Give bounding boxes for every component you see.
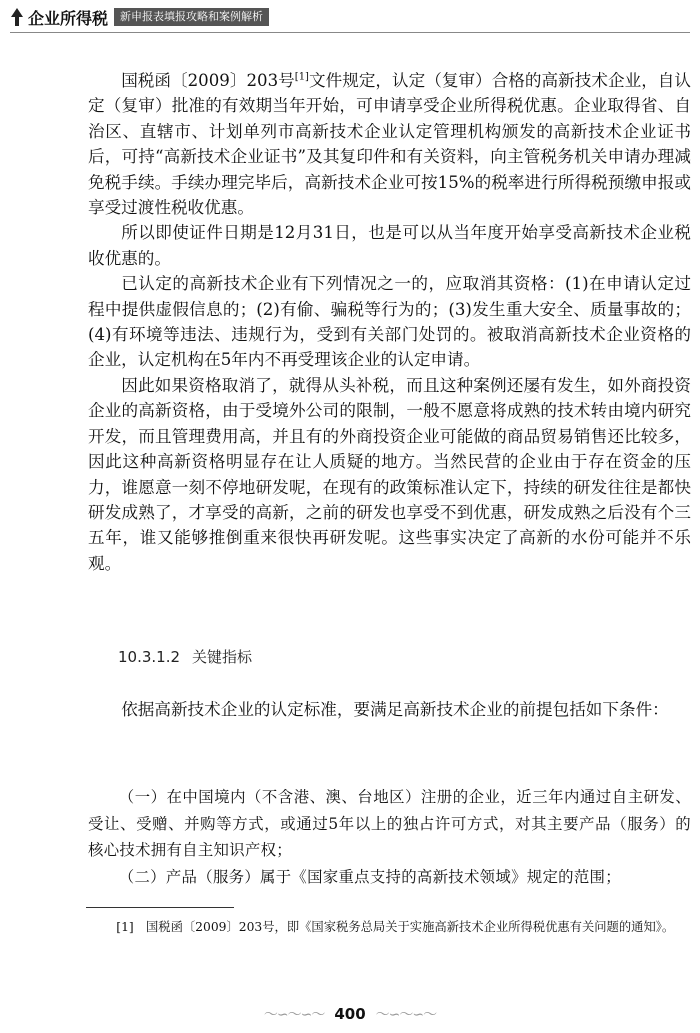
- section-heading: [118, 646, 252, 667]
- paragraph-1-start: 国税函〔2009〕203号: [121, 71, 295, 90]
- book-title: 企业所得税: [28, 8, 109, 28]
- section-title: 关键指标: [192, 648, 253, 666]
- page-footer: [0, 1002, 700, 1026]
- paragraph-1-rest: 文件规定，认定（复审）合格的高新技术企业，自认定（复审）批准的有效期当年开始，可申请享受企业所得税优惠。企业取得省、自治区、直辖市、计划单列市高新技术企业认定管理机构颁发的高新技术企业证书后，可持“高新技术企业证书”及其复印件和有关资料，向主管税务机关申请办理减免税手续。手续办理完毕后，高新技术企业可按15%的税率进行所得税预缴申报或享受过渡性税收优惠。: [88, 71, 692, 218]
- page-number: 400: [334, 1005, 366, 1023]
- paragraph-3: 已认定的高新技术企业有下列情况之一的，应取消其资格：(1)在申请认定过程中提供虚假信息的；(2)有偷、骗税等行为的；(3)发生重大安全、质量事故的；(4)有环境等违法、违规行为，受到有关部门处罚的。被取消高新技术企业资格的企业，认定机构在5年内不再受理该企业的认定申请。: [88, 274, 691, 370]
- condition-item: （二）产品（服务）属于《国家重点支持的高新技术领域》规定的范围；: [118, 867, 621, 886]
- premise-text: 依据高新技术企业的认定标准，要满足高新技术企业的前提包括如下条件：: [121, 700, 669, 719]
- main-text: [88, 68, 691, 576]
- paragraph-4: 因此如果资格取消了，就得从头补税，而且这种案例还屡有发生，如外商投资企业的高新资格，由于受境外公司的限制，一般不愿意将成熟的技术转由境内研究开发，而且管理费用高，并且有的外商投资企业可能做的商品贸易销售还比较多，因此这种高新资格明显存在让人质疑的地方。当然民营的企业由于存在资金的压力，谁愿意一刻不停地研发呢，在现有的政策标准认定下，持续的研发往往是都快研发成熟了，才享受的高新，之前的研发也享受不到优惠，研发成熟之后没有个三五年，谁又能够推倒重来很快再研发呢。这些事实决定了高新的水份可能并不乐观。: [88, 375, 691, 573]
- footnote: [1] 国税函〔2009〕203号，即《国家税务总局关于实施高新技术企业所得税优惠有关问题的通知》。: [116, 920, 675, 934]
- running-header: [10, 6, 269, 28]
- ornament-right-icon: ～∽～∽～: [375, 1007, 437, 1023]
- paragraph-1: [88, 68, 691, 220]
- pen-nib-icon: [10, 8, 24, 26]
- condition-item: （一）在中国境内（不含港、澳、台地区）注册的企业，近三年内通过自主研发、受让、受赠、并购等方式，或通过5年以上的独占许可方式，对其主要产品（服务）的核心技术拥有自主知识产权；: [88, 788, 691, 859]
- paragraph-2: 所以即使证件日期是12月31日，也是可以从当年度开始享受高新技术企业税收优惠的。: [88, 223, 691, 268]
- book-subtitle: 新申报表填报攻略和案例解析: [114, 8, 269, 26]
- header-divider: [10, 32, 690, 33]
- ornament-left-icon: ～∽～∽～: [263, 1007, 325, 1023]
- footnote-divider: [86, 907, 234, 908]
- footnote-ref[interactable]: [1]: [294, 71, 309, 83]
- section-number: 10.3.1.2: [118, 648, 181, 666]
- premise: [88, 697, 691, 722]
- conditions-list: [88, 784, 691, 890]
